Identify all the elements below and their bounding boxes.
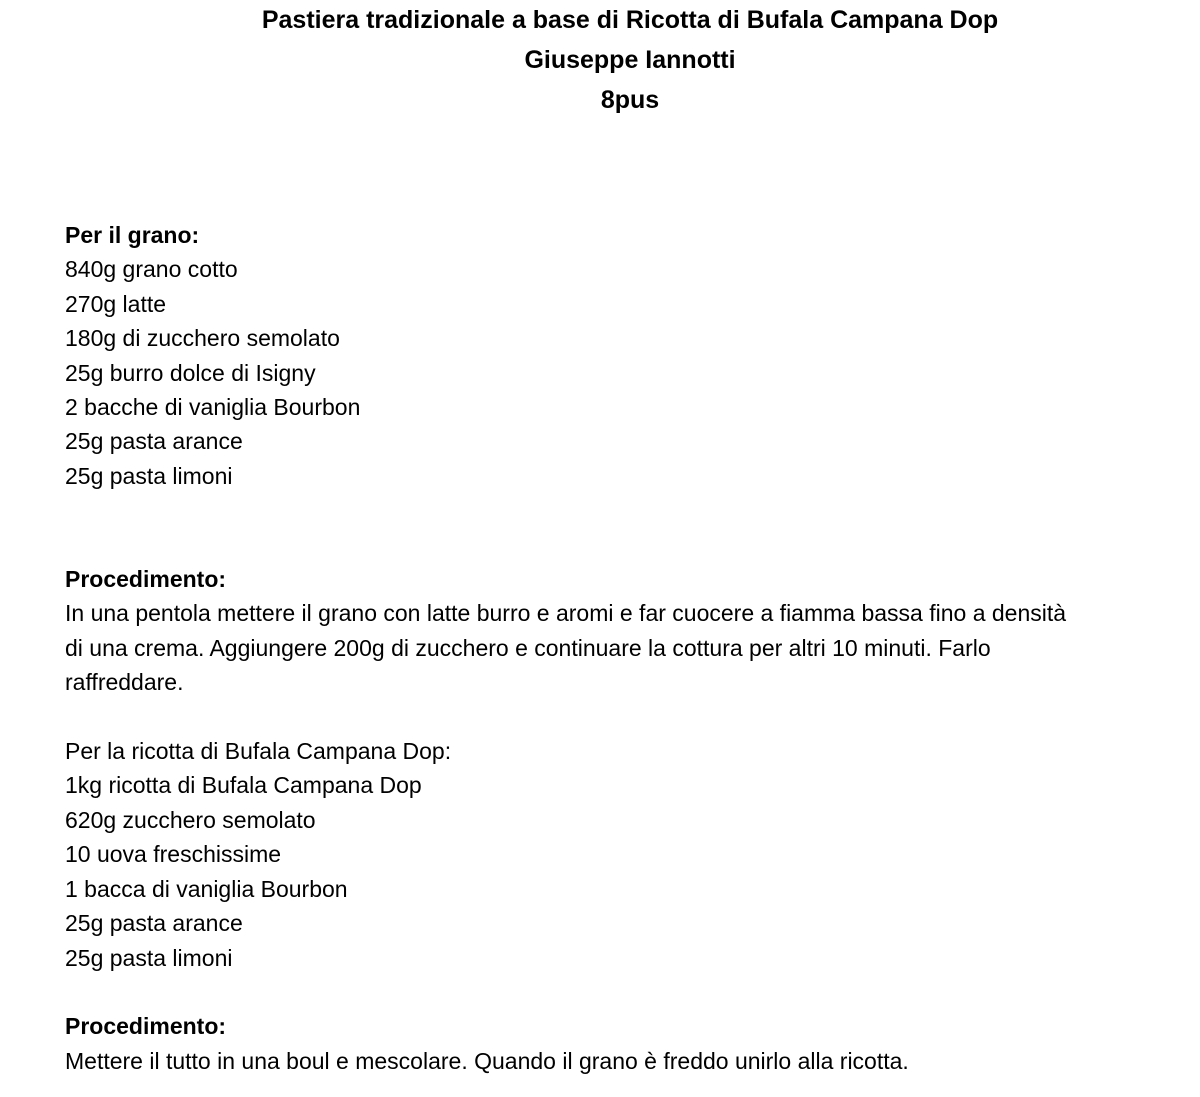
- section-heading-ricotta: Per la ricotta di Bufala Campana Dop:: [65, 738, 452, 765]
- ingredient-item: 25g pasta limoni: [65, 462, 233, 489]
- ingredient-item: 25g pasta arance: [65, 428, 243, 455]
- procedure-text-line: In una pentola mettere il grano con latte burro e aromi e far cuocere a fiamma bassa fino a densità: [65, 600, 1067, 627]
- section-ricotta: [65, 734, 1195, 975]
- chef-name: Giuseppe Iannotti: [524, 46, 736, 74]
- section-grano: [65, 218, 1195, 493]
- spacer: [65, 700, 1195, 734]
- spacer: [65, 975, 1195, 1009]
- ingredient-item: 10 uova freschissime: [65, 841, 282, 868]
- ingredient-item: 1kg ricotta di Bufala Campana Dop: [65, 772, 422, 799]
- ingredient-item: 25g pasta arance: [65, 910, 243, 937]
- procedure-heading: Procedimento:: [65, 1013, 227, 1040]
- recipe-body: [65, 218, 1195, 1078]
- procedure-text-line: raffreddare.: [65, 669, 184, 696]
- ingredient-item: 270g latte: [65, 290, 167, 317]
- ingredient-item: 1 bacca di vaniglia Bourbon: [65, 875, 348, 902]
- ingredient-item: 180g di zucchero semolato: [65, 325, 340, 352]
- section-procedimento-2: [65, 1009, 1195, 1078]
- ingredient-item: 25g burro dolce di Isigny: [65, 359, 316, 386]
- procedure-text-line: di una crema. Aggiungere 200g di zucchero e continuare la cottura per altri 10 minuti. Farlo: [65, 634, 991, 661]
- procedure-text: Mettere il tutto in una boul e mescolare. Quando il grano è freddo unirlo alla ricotta.: [65, 1047, 909, 1074]
- procedure-heading: Procedimento:: [65, 566, 227, 593]
- ingredient-item: 2 bacche di vaniglia Bourbon: [65, 394, 361, 421]
- restaurant-name: 8pus: [600, 86, 660, 114]
- spacer: [65, 493, 1195, 562]
- ingredient-item: 25g pasta limoni: [65, 944, 233, 971]
- ingredient-item: 840g grano cotto: [65, 256, 238, 283]
- section-heading-grano: Per il grano:: [65, 222, 200, 248]
- ingredient-item: 620g zucchero semolato: [65, 806, 316, 833]
- section-procedimento-1: [65, 562, 1195, 700]
- recipe-title: Pastiera tradizionale a base di Ricotta di Bufala Campana Dop: [261, 6, 999, 34]
- document-title-block: [0, 0, 1200, 120]
